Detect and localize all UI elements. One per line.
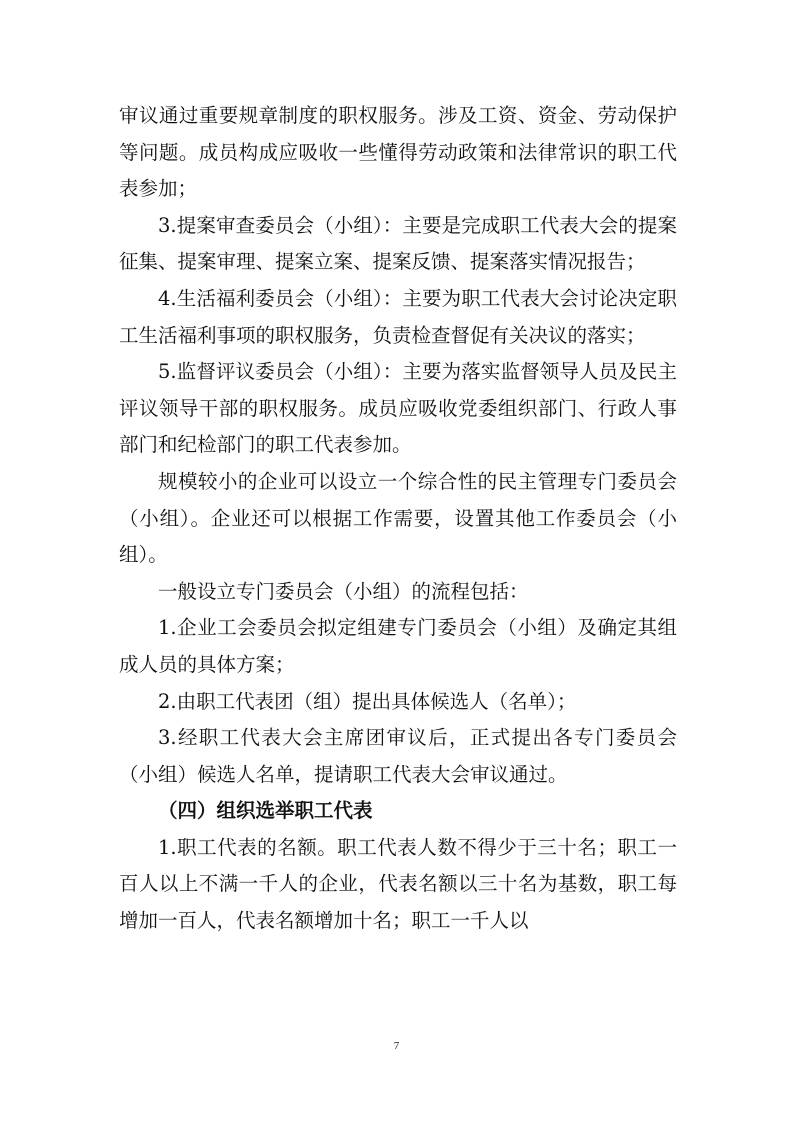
- paragraph-process-step-2: 2.由职工代表团（组）提出具体候选人（名单）；: [158, 689, 577, 713]
- paragraph-process-step-3: 3.经职工代表大会主席团审议后，正式提出各专门委员会（小组）候选人名单，提请职工代表大会审议通过。: [119, 726, 677, 786]
- section-heading: （四）组织选举职工代表: [158, 799, 373, 823]
- page-number: 7: [393, 1040, 400, 1052]
- paragraph-continuation: 审议通过重要规章制度的职权服务。涉及工资、资金、劳动保护等问题。成员构成应吸收一些懂得劳动政策和法律常识的职工代表参加；: [119, 104, 677, 201]
- paragraph-supervision-committee: 5.监督评议委员会（小组）：主要为落实监督领导人员及民主评议领导干部的职权服务。成员应吸收党委组织部门、行政人事部门和纪检部门的职工代表参加。: [119, 360, 677, 457]
- paragraph-welfare-committee: 4.生活福利委员会（小组）：主要为职工代表大会讨论决定职工生活福利事项的职权服务，负责检查督促有关决议的落实；: [119, 286, 677, 347]
- paragraph-process-step-1: 1.企业工会委员会拟定组建专门委员会（小组）及确定其组成人员的具体方案；: [119, 616, 677, 676]
- paragraph-proposal-committee: 3.提案审查委员会（小组）：主要是完成职工代表大会的提案征集、提案审理、提案立案、提案反馈、提案落实情况报告；: [119, 213, 677, 274]
- paragraph-process-intro: 一般设立专门委员会（小组）的流程包括：: [158, 579, 529, 603]
- document-body: [119, 98, 677, 940]
- paragraph-small-enterprise: 规模较小的企业可以设立一个综合性的民主管理专门委员会（小组）。企业还可以根据工作需要，设置其他工作委员会（小组）。: [119, 469, 677, 567]
- paragraph-representative-quota: 1.职工代表的名额。职工代表人数不得少于三十名；职工一百人以上不满一千人的企业，代表名额以三十名为基数，职工每增加一百人，代表名额增加十名；职工一千人以: [119, 835, 677, 933]
